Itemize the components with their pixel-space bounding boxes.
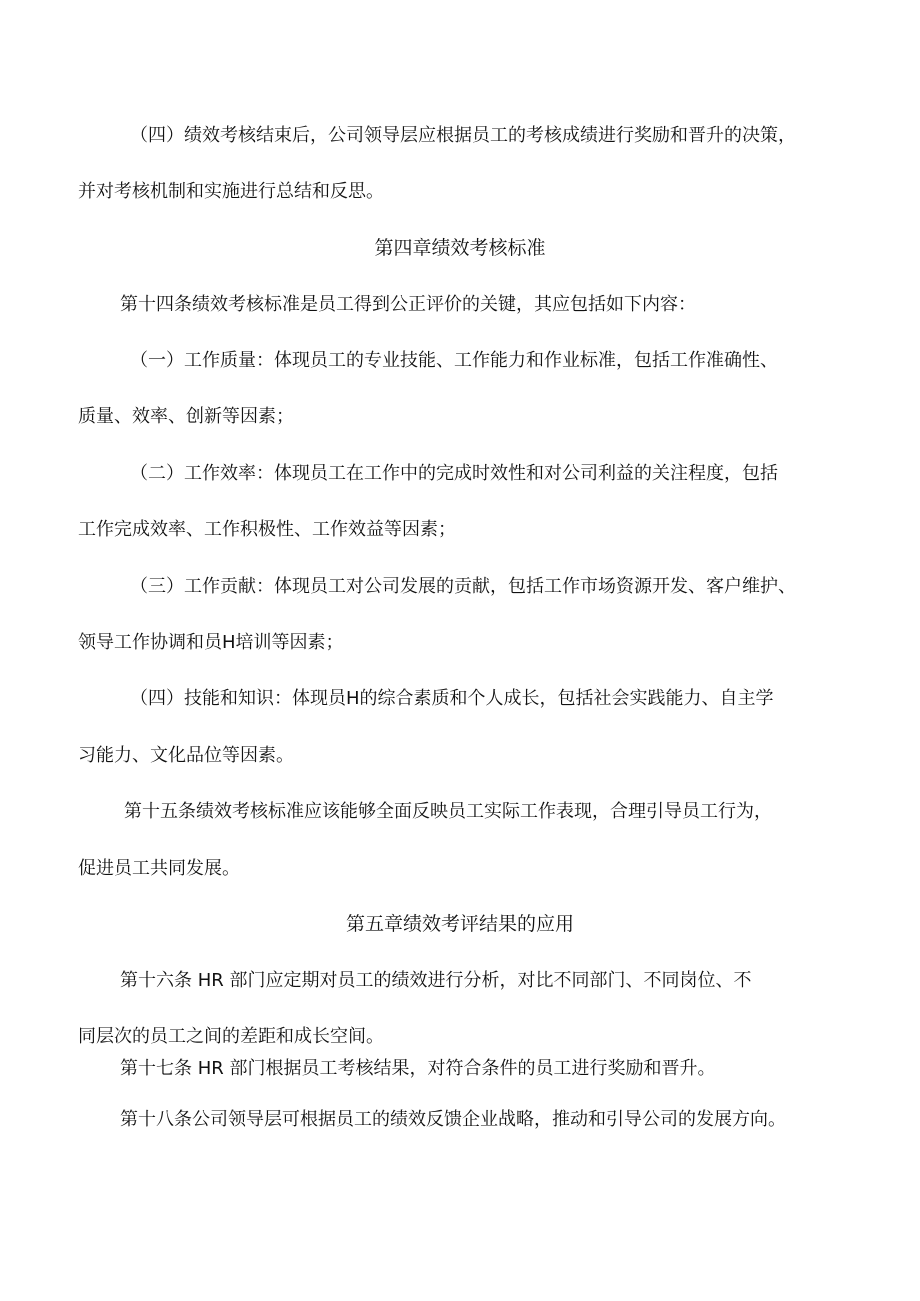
item-4-line-1: （四）技能和知识：体现员H的综合素质和个人成长，包括社会实践能力、自主学 [130,688,774,709]
article-14: 第十四条绩效考核标准是员工得到公正评价的关键，其应包括如下内容： [120,294,696,315]
item-1-line-2: 质量、效率、创新等因素； [78,406,294,427]
article-15-line-1: 第十五条绩效考核标准应该能够全面反映员工实际工作表现，合理引导员工行为， [124,801,772,822]
article-16-line-1: 第十六条 HR 部门应定期对员工的绩效进行分析，对比不同部门、不同岗位、不 [120,970,752,991]
item-3-line-1: （三）工作贡献：体现员工对公司发展的贡献，包括工作市场资源开发、客户维护、 [130,576,796,597]
chapter-5-title: 第五章绩效考评结果的应用 [345,913,574,935]
paragraph-4-line-1: （四）绩效考核结束后，公司领导层应根据员工的考核成绩进行奖励和晋升的决策， [130,125,796,146]
paragraph-4-line-2: 并对考核机制和实施进行总结和反思。 [78,181,384,202]
article-18: 第十八条公司领导层可根据员工的绩效反馈企业战略，推动和引导公司的发展方向。 [120,1109,786,1130]
item-2-line-2: 工作完成效率、工作积极性、工作效益等因素； [78,519,456,540]
article-15-line-2: 促进员工共同发展。 [78,858,240,879]
item-1-line-1: （一）工作质量：体现员工的专业技能、工作能力和作业标准，包括工作准确性、 [130,350,778,371]
item-4-line-2: 习能力、文化品位等因素。 [78,745,294,766]
chapter-4-title: 第四章绩效考核标准 [374,237,546,259]
article-16-line-2: 同层次的员工之间的差距和成长空间。 [78,1026,384,1047]
item-2-line-1: （二）工作效率：体现员工在工作中的完成时效性和对公司利益的关注程度，包括 [130,463,778,484]
article-17: 第十七条 HR 部门根据员工考核结果，对符合条件的员工进行奖励和晋升。 [120,1058,716,1079]
item-3-line-2: 领导工作协调和员H培训等因素； [78,632,344,653]
